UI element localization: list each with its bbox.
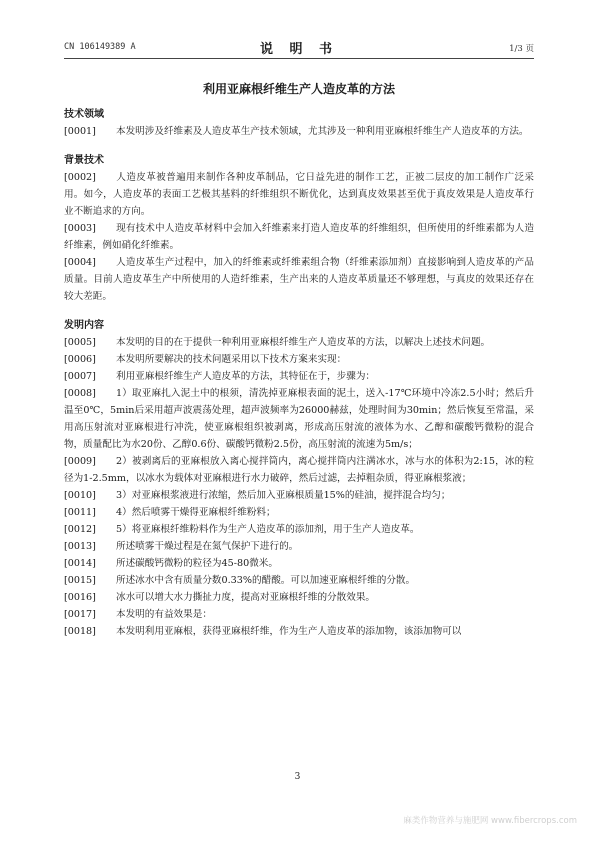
paragraph-number: [0001] bbox=[64, 126, 96, 137]
paragraph bbox=[64, 572, 534, 589]
paragraph-number: [0006] bbox=[64, 354, 96, 365]
paragraph-number: [0012] bbox=[64, 524, 96, 535]
paragraph-text: 本发明的有益效果是： bbox=[116, 609, 212, 620]
paragraph-text: 本发明利用亚麻根，获得亚麻根纤维，作为生产人造皮革的添加物，该添加物可以 bbox=[116, 626, 462, 637]
paragraph-number: [0011] bbox=[64, 507, 96, 518]
paragraph-number: [0005] bbox=[64, 337, 96, 348]
watermark: 麻类作物营养与施肥网 www.fibercrops.com bbox=[403, 816, 577, 826]
paragraph bbox=[64, 589, 534, 606]
paragraph-number: [0013] bbox=[64, 541, 96, 552]
page-number: 3 bbox=[294, 772, 301, 782]
paragraph bbox=[64, 555, 534, 572]
paragraph bbox=[64, 169, 534, 220]
paragraph bbox=[64, 538, 534, 555]
paragraph bbox=[64, 368, 534, 385]
paragraph-number: [0018] bbox=[64, 626, 96, 637]
paragraph bbox=[64, 334, 534, 351]
patent-number: CN 106149389 A bbox=[64, 42, 136, 52]
paragraph-number: [0015] bbox=[64, 575, 96, 586]
paragraph bbox=[64, 606, 534, 623]
paragraph-text: 人造皮革生产过程中，加入的纤维素或纤维素组合物（纤维素添加剂）直接影响到人造皮革的产品质量。目前人造皮革生产中所使用的人造纤维素，生产出来的人造皮革质量还不够理想，与真皮的效果还存在较大差距。 bbox=[64, 257, 534, 302]
paragraph-number: [0009] bbox=[64, 456, 96, 467]
section-technical-field bbox=[64, 106, 534, 140]
document-title: 利用亚麻根纤维生产人造皮革的方法 bbox=[202, 82, 395, 96]
document-type: 说 明 书 bbox=[259, 42, 339, 57]
paragraph bbox=[64, 385, 534, 453]
paragraph-text: 利用亚麻根纤维生产人造皮革的方法，其特征在于，步骤为： bbox=[116, 371, 376, 382]
paragraph-text: 4）然后喷雾干燥得亚麻根纤维粉料； bbox=[116, 507, 276, 518]
paragraph-number: [0003] bbox=[64, 223, 96, 234]
section-heading: 背景技术 bbox=[64, 155, 104, 166]
paragraph-text: 所述喷雾干燥过程是在氮气保护下进行的。 bbox=[116, 541, 299, 552]
paragraph bbox=[64, 123, 534, 140]
paragraph-text: 3）对亚麻根浆液进行浓缩，然后加入亚麻根质量15%的硅油，搅拌混合均匀； bbox=[116, 490, 451, 501]
page-header bbox=[64, 38, 534, 58]
paragraph-text: 所述冰水中含有质量分数0.33%的醋酸。可以加速亚麻根纤维的分散。 bbox=[116, 575, 416, 586]
paragraph bbox=[64, 623, 534, 640]
paragraph-text: 本发明的目的在于提供一种利用亚麻根纤维生产人造皮革的方法，以解决上述技术问题。 bbox=[116, 337, 491, 348]
paragraph-text: 人造皮革被普遍用来制作各种皮革制品，它日益先进的制作工艺，正被二层皮的加工制作广泛采用。如今，人造皮革的表面工艺极其基料的纤维组织不断优化，达到真皮效果甚至优于真皮效果是人造皮革行业不断追求的方向。 bbox=[64, 172, 534, 217]
paragraph bbox=[64, 220, 534, 254]
paragraph-text: 1）取亚麻扎入泥土中的根须，清洗掉亚麻根表面的泥土，送入-17℃环境中冷冻2.5小时；然后升温至0℃，5min后采用超声波震荡处理，超声波频率为26000赫兹，处理时间为30min；然后恢复至常温，采用高压射流对亚麻根进行冲洗，使亚麻根组织被剥离，形成高压射流的液体为水、乙醇和碳酸钙微粉的混合物，质量配比为水20份、乙醇0.6份、碳酸钙微粉2.5份，高压射流的流速为5m/s； bbox=[64, 388, 534, 450]
paragraph bbox=[64, 504, 534, 521]
paragraph-text: 冰水可以增大水力撕扯力度，提高对亚麻根纤维的分散效果。 bbox=[116, 592, 376, 603]
document-body bbox=[64, 106, 534, 640]
paragraph-number: [0007] bbox=[64, 371, 96, 382]
paragraph-text: 所述碳酸钙微粉的粒径为45-80微米。 bbox=[116, 558, 278, 569]
page-indicator: 1/3 页 bbox=[509, 44, 534, 54]
paragraph-number: [0008] bbox=[64, 388, 96, 399]
paragraph-text: 5）将亚麻根纤维粉料作为生产人造皮革的添加剂，用于生产人造皮革。 bbox=[116, 524, 420, 535]
paragraph bbox=[64, 487, 534, 504]
paragraph bbox=[64, 351, 534, 368]
header-rule bbox=[64, 58, 534, 59]
paragraph-number: [0016] bbox=[64, 592, 96, 603]
paragraph-number: [0010] bbox=[64, 490, 96, 501]
section-heading: 技术领域 bbox=[64, 109, 104, 120]
paragraph-number: [0002] bbox=[64, 172, 96, 183]
paragraph-text: 2）被剥离后的亚麻根放入离心搅拌筒内，离心搅拌筒内注满冰水，冰与水的体积为2:15，冰的粒径为1-2.5mm，以冰水为载体对亚麻根进行水力破碎，然后过滤，去掉粗杂质，得亚麻根浆液； bbox=[64, 456, 534, 484]
paragraph bbox=[64, 521, 534, 538]
section-heading: 发明内容 bbox=[64, 320, 104, 331]
section-background bbox=[64, 152, 534, 305]
section-invention-content bbox=[64, 317, 534, 640]
paragraph-text: 现有技术中人造皮革材料中会加入纤维素来打造人造皮革的纤维组织，但所使用的纤维素都为人造纤维素，例如硝化纤维素。 bbox=[64, 223, 534, 251]
paragraph bbox=[64, 254, 534, 305]
paragraph-number: [0004] bbox=[64, 257, 96, 268]
paragraph-text: 本发明涉及纤维素及人造皮革生产技术领域，尤其涉及一种利用亚麻根纤维生产人造皮革的方法。 bbox=[116, 126, 529, 137]
paragraph bbox=[64, 453, 534, 487]
paragraph-number: [0017] bbox=[64, 609, 96, 620]
paragraph-number: [0014] bbox=[64, 558, 96, 569]
paragraph-text: 本发明所要解决的技术问题采用以下技术方案来实现： bbox=[116, 354, 347, 365]
